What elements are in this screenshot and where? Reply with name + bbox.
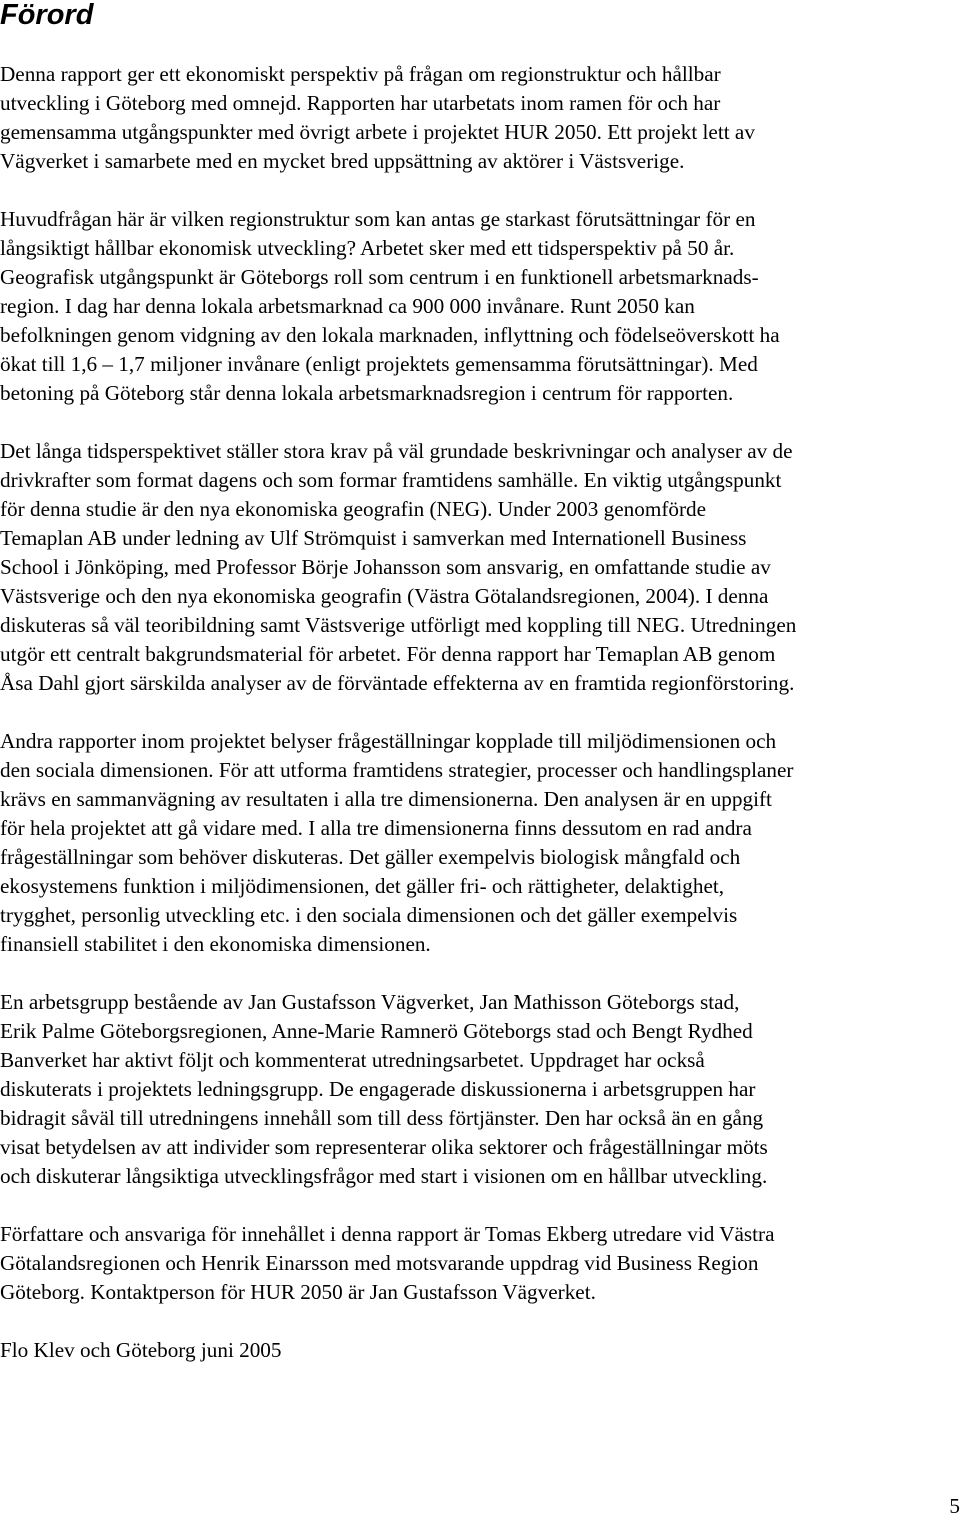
page-heading: Förord [0,0,94,31]
document-body [0,60,960,1394]
paragraph-main-question: Huvudfrågan här är vilken regionstruktur som kan antas ge starkast förutsättningar för en långsiktigt hållbar ekonomisk utveckling? Arbetet sker med ett tidsperspektiv på 50 år. Geografisk utgångspunkt är Göteborgs roll som centrum i en funktionell arbetsmarknads- region. I dag har denna lokala arbetsmarknad ca 900 000 invånare. Runt 2050 kan befolkningen genom vidgning av den lokala marknaden, inflyttning och födelseöverskott ha ökat till 1,6 – 1,7 miljoner invånare (enligt projektets gemensamma förutsättningar). Med betoning på Göteborg står denna lokala arbetsmarknadsregion i centrum för rapporten. [0,207,780,405]
paragraph-working-group: En arbetsgrupp bestående av Jan Gustafsson Vägverket, Jan Mathisson Göteborgs stad, Erik Palme Göteborgsregionen, Anne-Marie Ramnerö Göteborgs stad och Bengt Rydhed Banverket har aktivt följt och kommenterat utredningsarbetet. Uppdraget har också diskuterats i projektets ledningsgrupp. De engagerade diskussionerna i arbetsgruppen har bidragit såväl till utredningens innehåll som till dess förtjänster. Den har också än en gång visat betydelsen av att individer som representerar olika sektorer och frågeställningar möts och diskuterar långsiktiga utvecklingsfrågor med start i visionen om en hållbar utveckling. [0,990,768,1188]
signature-line: Flo Klev och Göteborg juni 2005 [0,1338,282,1362]
page-number: 5 [949,1494,960,1518]
paragraph-intro: Denna rapport ger ett ekonomiskt perspektiv på frågan om regionstruktur och hållbar utveckling i Göteborg med omnejd. Rapporten har utarbetats inom ramen för och har gemensamma utgångspunkter med övrigt arbete i projektet HUR 2050. Ett projekt lett av Vägverket i samarbete med en mycket bred uppsättning av aktörer i Västsverige. [0,62,755,173]
paragraph-authors: Författare och ansvariga för innehållet i denna rapport är Tomas Ekberg utredare vid Västra Götalandsregionen och Henrik Einarsson med motsvarande uppdrag vid Business Region Göteborg. Kontaktperson för HUR 2050 är Jan Gustafsson Vägverket. [0,1222,775,1304]
paragraph-other-reports: Andra rapporter inom projektet belyser frågeställningar kopplade till miljödimensionen och den sociala dimensionen. För att utforma framtidens strategier, processer och handlingsplaner krävs en sammanvägning av resultaten i alla tre dimensionerna. Den analysen är en uppgift för hela projektet att gå vidare med. I alla tre dimensionerna finns dessutom en rad andra frågeställningar som behöver diskuteras. Det gäller exempelvis biologisk mångfald och ekosystemens funktion i miljödimensionen, det gäller fri- och rättigheter, delaktighet, trygghet, personlig utveckling etc. i den sociala dimensionen och det gäller exempelvis finansiell stabilitet i den ekonomiska dimensionen. [0,729,794,956]
paragraph-time-perspective: Det långa tidsperspektivet ställer stora krav på väl grundade beskrivningar och analyser av de drivkrafter som format dagens och som formar framtidens samhälle. En viktig utgångspunkt för denna studie är den nya ekonomiska geografin (NEG). Under 2003 genomförde Temaplan AB under ledning av Ulf Strömquist i samverkan med Internationell Business School i Jönköping, med Professor Börje Johansson som ansvarig, en omfattande studie av Västsverige och den nya ekonomiska geografin (Västra Götalandsregionen, 2004). I denna diskuteras så väl teoribildning samt Västsverige utförligt med koppling till NEG. Utredningen utgör ett centralt bakgrundsmaterial för arbetet. För denna rapport har Temaplan AB genom Åsa Dahl gjort särskilda analyser av de förväntade effekterna av en framtida regionförstoring. [0,439,797,695]
